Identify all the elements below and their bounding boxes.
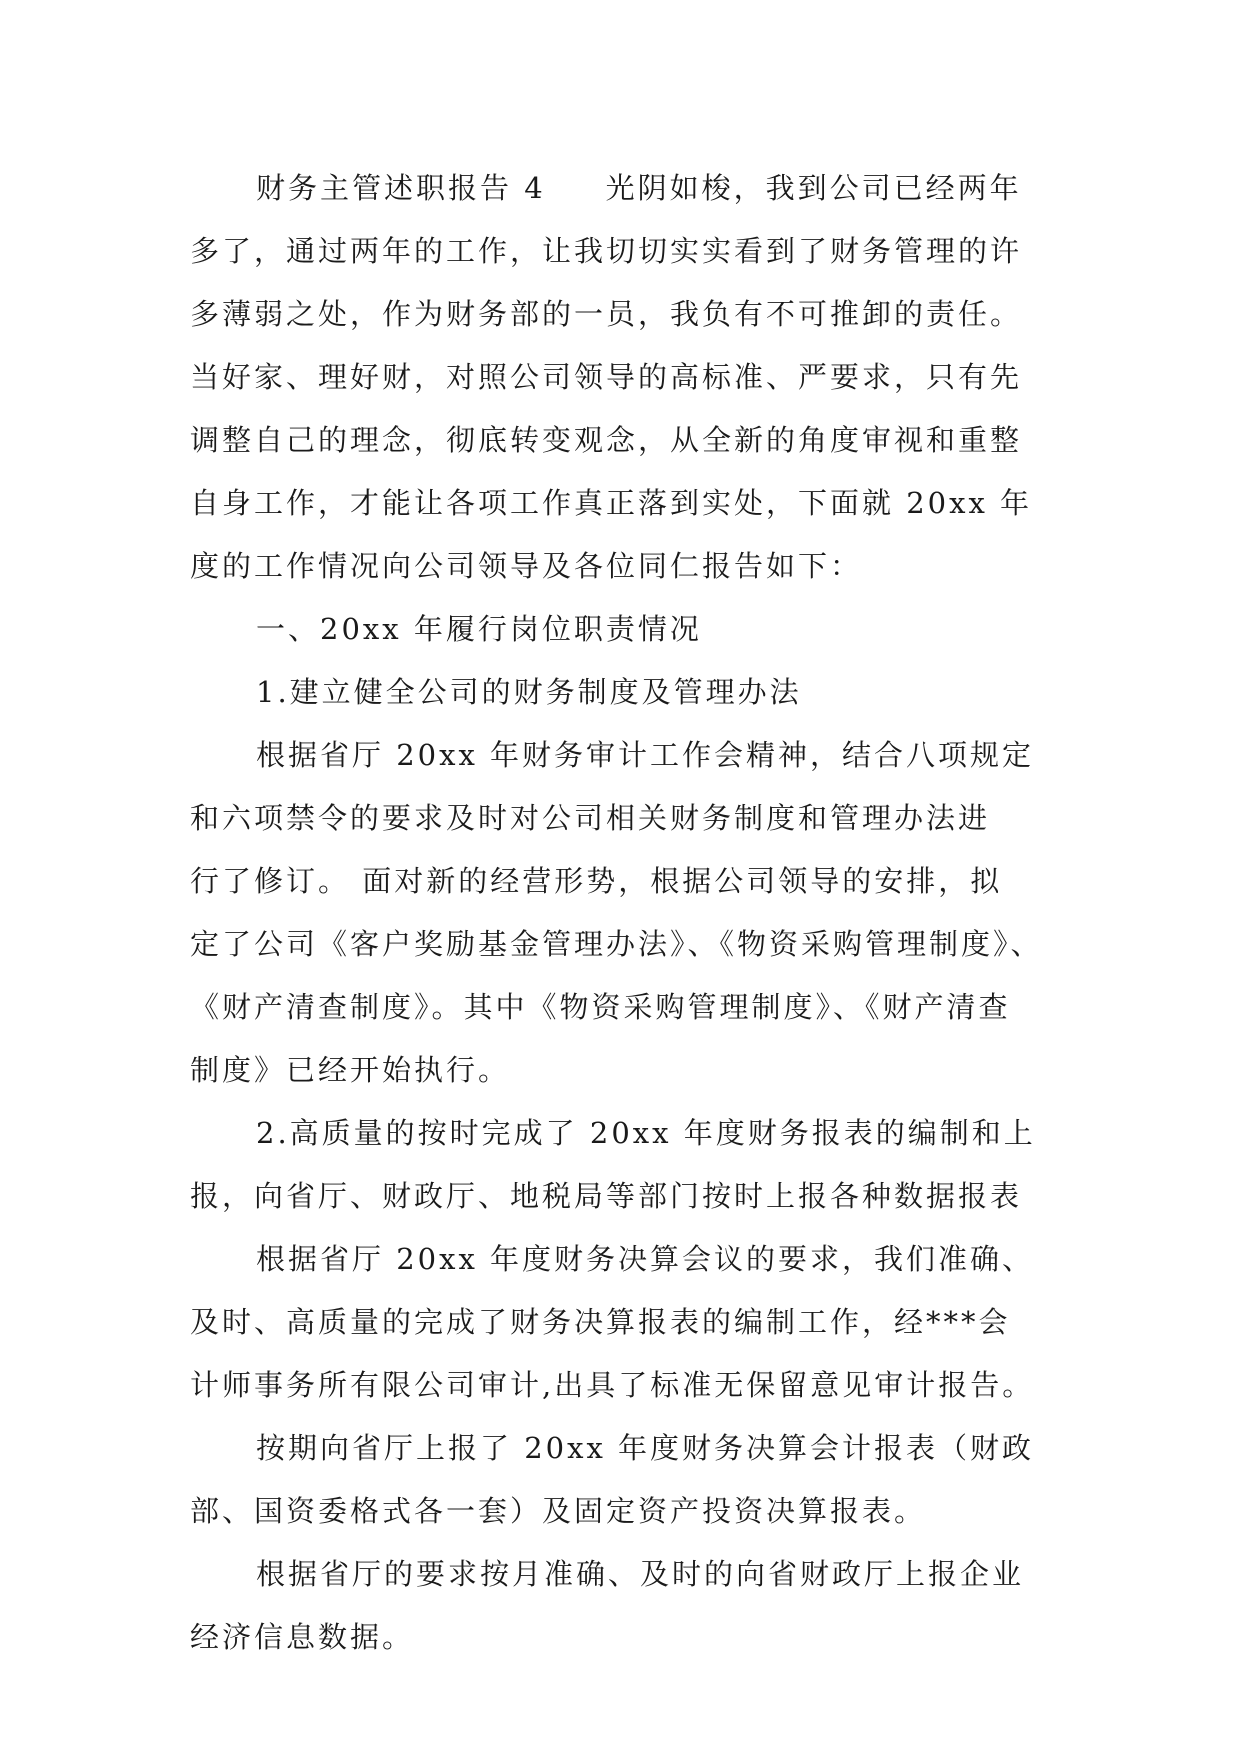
paragraph-line: 定了公司《客户奖励基金管理办法》、《物资采购管理制度》、 (190, 927, 1043, 961)
paragraph-line: 光阴如梭，我到公司已经两年 (605, 171, 1022, 205)
paragraph-line: 度的工作情况向公司领导及各位同仁报告如下： (190, 549, 863, 583)
paragraph-line: 多薄弱之处，作为财务部的一员，我负有不可推卸的责任。 (190, 297, 1023, 331)
paragraph-line: 制度》已经开始执行。 (190, 1053, 511, 1087)
paragraph-line: 根据省厅 20xx 年财务审计工作会精神，结合八项规定 (256, 738, 1035, 772)
paragraph-line: 调整自己的理念，彻底转变观念，从全新的角度审视和重整 (190, 423, 1023, 457)
paragraph-line: 部、国资委格式各一套）及固定资产投资决算报表。 (190, 1494, 927, 1528)
paragraph-line: 报，向省厅、财政厅、地税局等部门按时上报各种数据报表 (190, 1179, 1023, 1213)
paragraph-line: 计师事务所有限公司审计,出具了标准无保留意见审计报告。 (190, 1368, 1035, 1402)
paragraph-line: 和六项禁令的要求及时对公司相关财务制度和管理办法进 (190, 801, 991, 835)
paragraph-line: 按期向省厅上报了 20xx 年度财务决算会计报表（财政 (256, 1431, 1035, 1465)
paragraph-line: 自身工作，才能让各项工作真正落到实处，下面就 20xx 年 (190, 486, 1033, 520)
subsection-heading: 2.高质量的按时完成了 20xx 年度财务报表的编制和上 (256, 1116, 1036, 1150)
paragraph-line: 经济信息数据。 (190, 1620, 415, 1654)
paragraph-line: 多了，通过两年的工作，让我切切实实看到了财务管理的许 (190, 234, 1023, 268)
paragraph-line: 根据省厅的要求按月准确、及时的向省财政厅上报企业 (256, 1557, 1025, 1591)
document-title: 财务主管述职报告 4 (256, 171, 546, 205)
paragraph-line: 及时、高质量的完成了财务决算报表的编制工作，经***会 (190, 1305, 1011, 1339)
section-heading: 一、20xx 年履行岗位职责情况 (256, 612, 702, 646)
title-line (190, 157, 1090, 220)
subsection-heading: 1.建立健全公司的财务制度及管理办法 (256, 675, 802, 709)
paragraph-line: 当好家、理好财，对照公司领导的高标准、严要求，只有先 (190, 360, 1023, 394)
document-body (190, 157, 1090, 1669)
paragraph-line: 《财产清查制度》。其中《物资采购管理制度》、《财产清查 (190, 990, 1011, 1024)
paragraph-line: 行了修订。 面对新的经营形势，根据公司领导的安排，拟 (190, 864, 1003, 898)
paragraph-line: 根据省厅 20xx 年度财务决算会议的要求，我们准确、 (256, 1242, 1035, 1276)
